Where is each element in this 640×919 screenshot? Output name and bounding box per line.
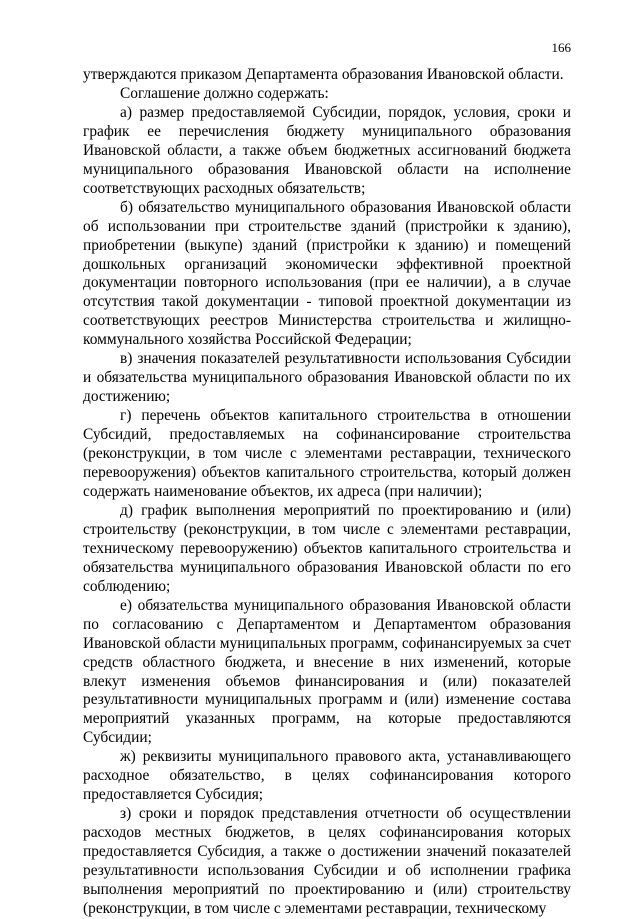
document-body — [83, 66, 571, 919]
paragraph-agreement-intro: Соглашение должно содержать: — [120, 84, 329, 102]
paragraph-item-b: б) обязательство муниципального образования Ивановской области об использовании при строительстве зданий (пристройки к зданию), приобретении (выкупе) зданий (пристройки к зданию) и помещений дошкольных организаций экономически эффективной проектной документации повторного использования (при ее наличии), а в случае отсутствия такой документации - типовой проектной документации из соответствующих реестров Министерства строительства и жилищно-коммунального хозяйства Российской Федерации; — [83, 198, 571, 349]
paragraph-item-v: в) значения показателей результативности использования Субсидии и обязательства муниципального образования Ивановской области по их достижению; — [83, 350, 571, 406]
paragraph-item-g: г) перечень объектов капитального строительства в отношении Субсидий, предоставляемых на софинансирование строительства (реконструкции, в том числе с элементами реставрации, технического перевооружения) объектов капитального строительства, который должен содержать наименование объектов, их адреса (при наличии); — [83, 407, 571, 500]
paragraph-item-z: з) сроки и порядок представления отчетности об осуществлении расходов местных бюджетов, в целях софинансирования которых предоставляется Субсидия, а также о достижении значений показателей результативности использования Субсидии и об исполнении графика выполнения мероприятий по проектированию и (или) строительству (реконструкции, в том числе с элементами реставрации, техническому — [83, 805, 571, 917]
paragraph-item-d: д) график выполнения мероприятий по проектированию и (или) строительству (реконструкции, в том числе с элементами реставрации, техническому перевооружению) объектов капитального строительства и обязательства муниципального образования Ивановской области по его соблюдению; — [83, 501, 571, 595]
paragraph-continuation: утверждаются приказом Департамента образования Ивановской области. — [83, 66, 564, 83]
paragraph-item-e: е) обязательства муниципального образования Ивановской области по согласованию с Департаментом и Департаментом образования Ивановской области муниципальных программ, софинансируемых за счет средств областного бюджета, и внесение в них изменений, которые влекут изменения объемов финансирования и (или) показателей результативности муниципальных программ и (или) изменение состава мероприятий указанных программ, на которые предоставляются Субсидии; — [83, 596, 571, 747]
page-number: 166 — [551, 40, 571, 55]
paragraph-item-a: а) размер предоставляемой Субсидии, порядок, условия, сроки и график ее перечисления бюджету муниципального образования Ивановской области, а также объем бюджетных ассигнований бюджета муниципального образования Ивановской области на исполнение соответствующих расходных обязательств; — [83, 103, 571, 197]
paragraph-item-zh: ж) реквизиты муниципального правового акта, устанавливающего расходное обязательство, в целях софинансирования которого предоставляется Субсидия; — [83, 748, 571, 804]
